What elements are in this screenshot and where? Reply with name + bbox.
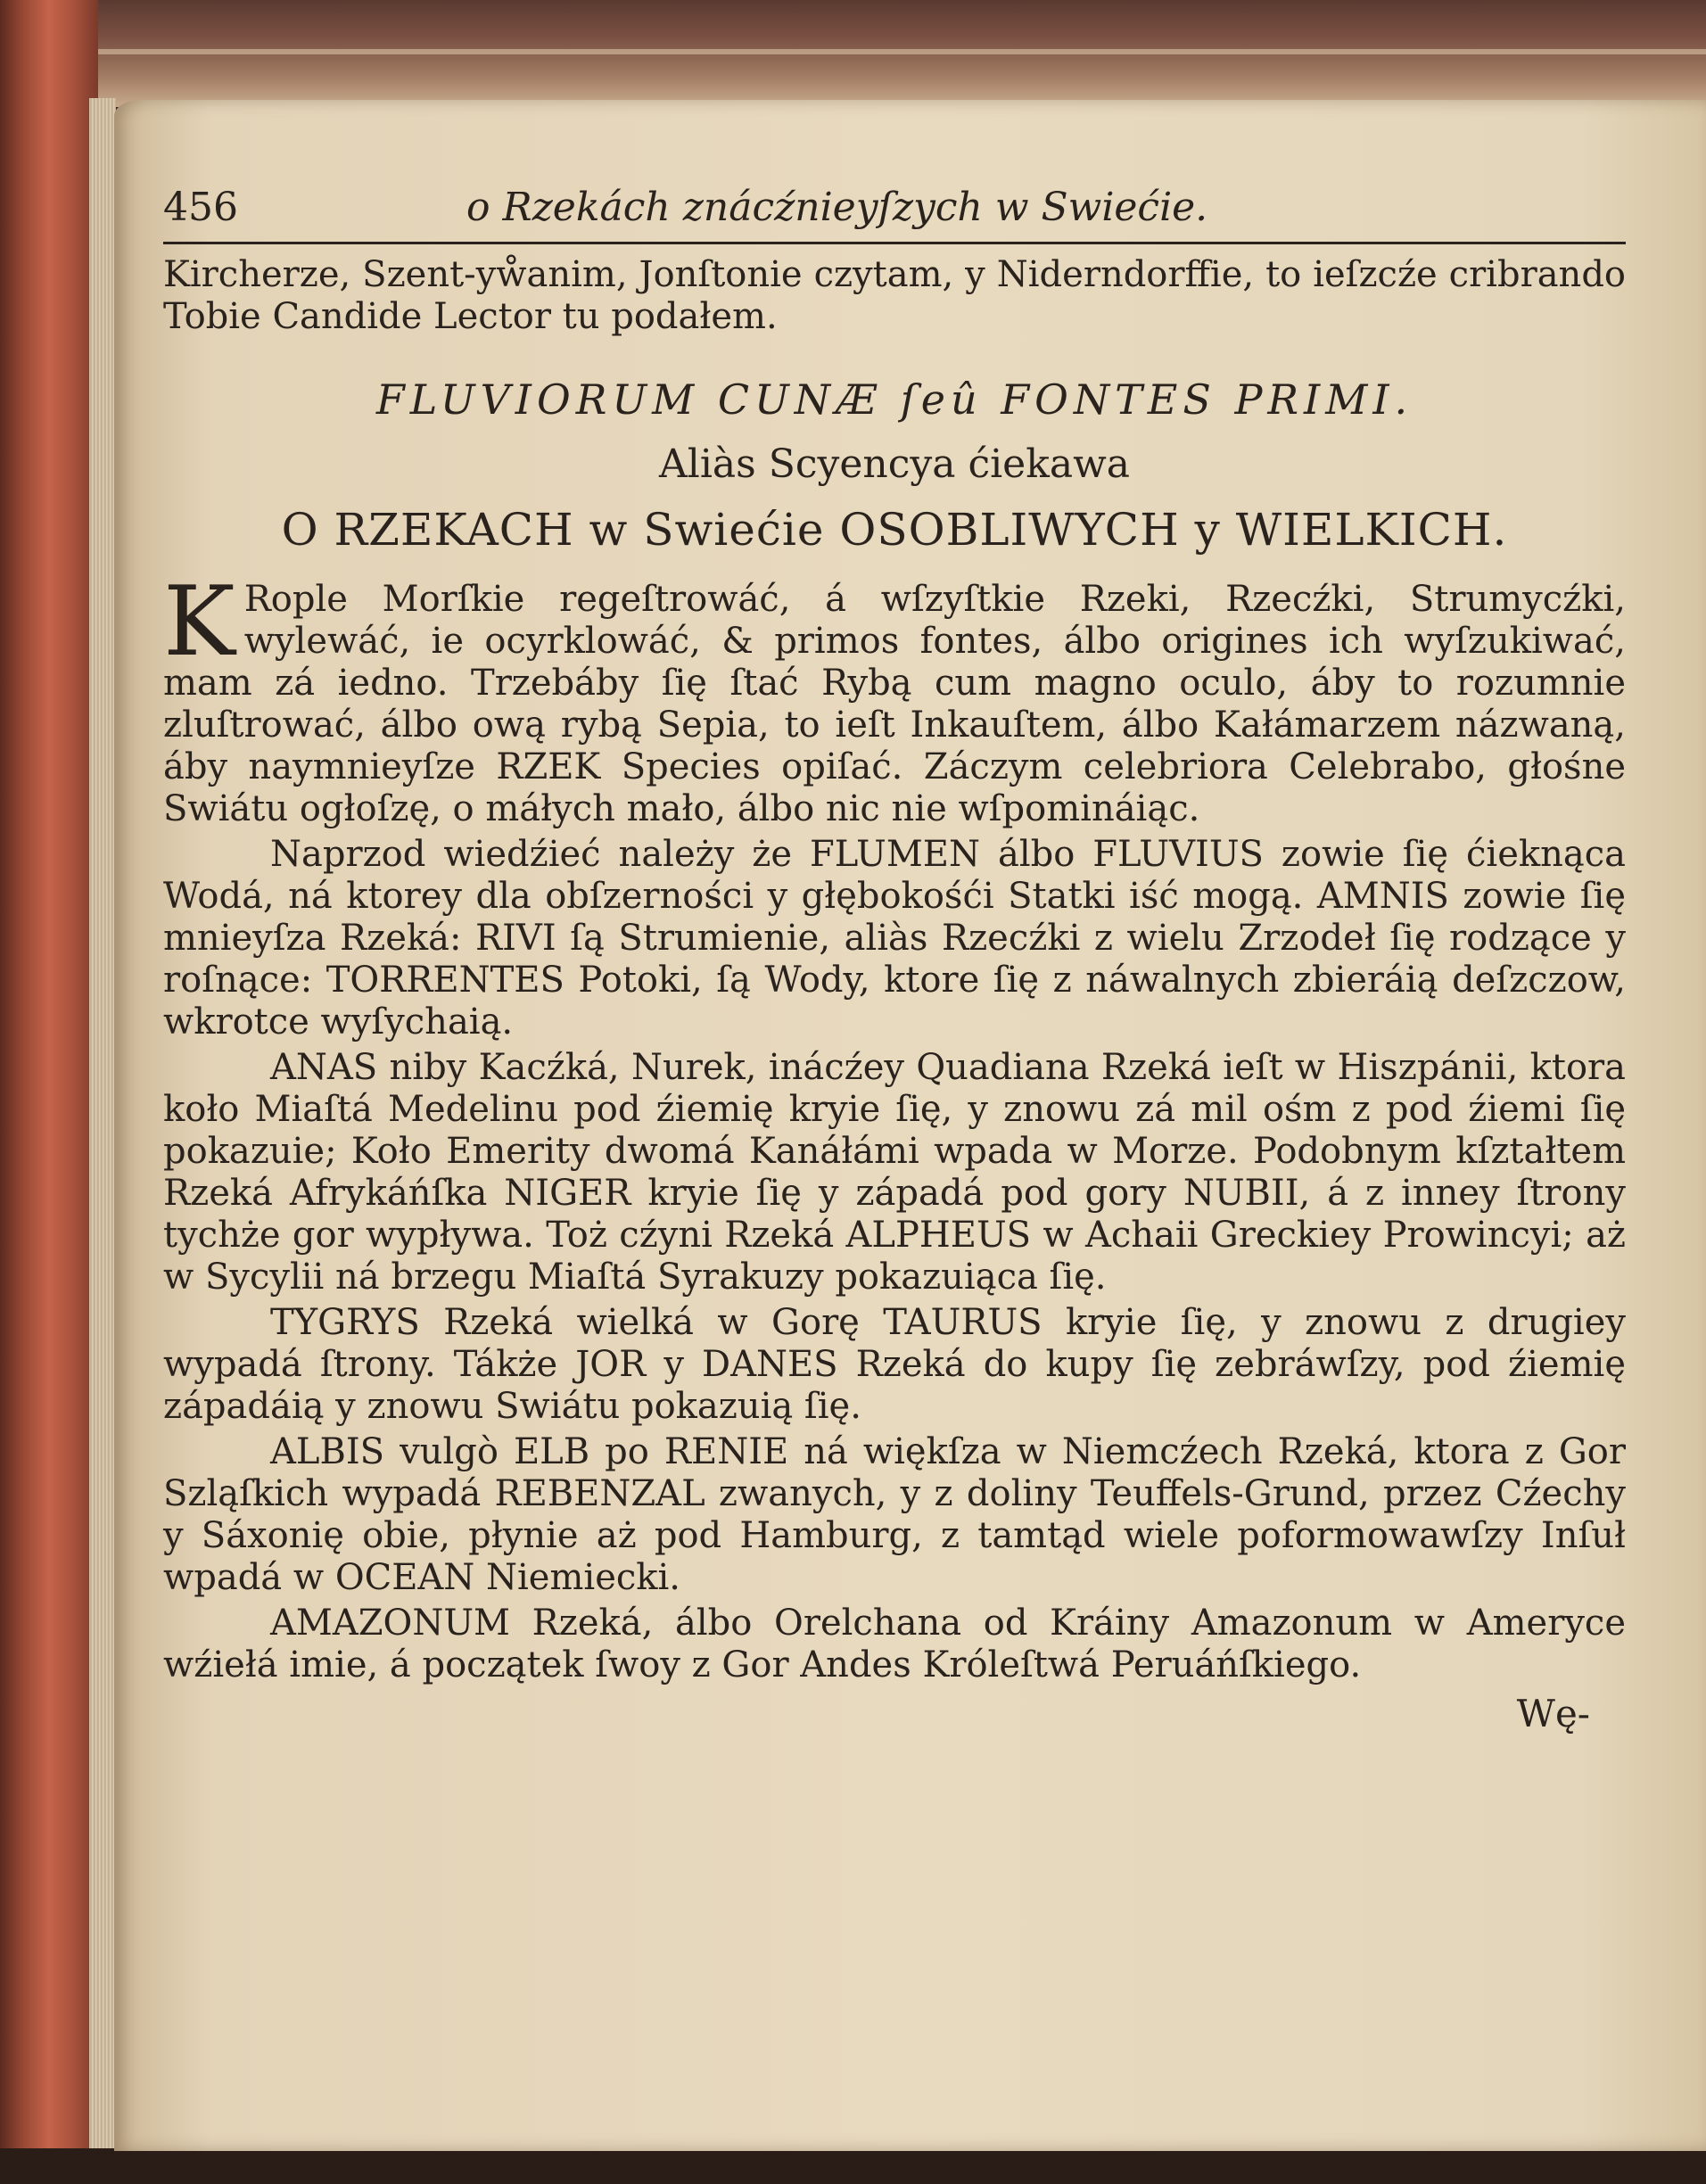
catchword: Wę- <box>1516 1692 1590 1735</box>
running-head: o Rzekách znácźnieyſzych w Swiećie. <box>466 185 1208 230</box>
paragraph-5: ALBIS vulgò ELB po RENIE ná więkſza w Niemcźech Rzeká, ktora z Gor Szląſkich wypadá REBENZAL zwanych, y z doliny Teuffels-Grund, przez Cźechy y Sáxonię obie, płynie aż pod Hamburg, z tamtąd wiele poformowawſzy Inſuł wpadá w OCEAN Niemiecki. <box>163 1431 1626 1598</box>
paragraph-6: AMAZONUM Rzeká, álbo Orelchana od Kráiny Amazonum w Ameryce wźiełá imie, á początek ſwoy z Gor Andes Króleſtwá Peruáńſkiego. <box>163 1603 1626 1685</box>
section-subtitle: Aliàs Scyencya ćiekawa <box>659 441 1130 487</box>
page-number: 456 <box>163 185 238 230</box>
book-top-line <box>0 49 1706 54</box>
book-bottom-edge <box>0 2148 1706 2184</box>
paragraph-1 <box>163 566 1626 830</box>
paragraph-3: ANAS niby Kacźká, Nurek, inácźey Quadiana Rzeká ieſt w Hiszpánii, ktora koło Miaſtá Medelinu pod źiemię kryie ſię, y znowu zá mil ośm z pod źiemi ſię pokazuie; Koło Emerity dwomá Kanáłámi wpada w Morze. Podobnym kſztałtem Rzeká Afrykáńſka NIGER kryie ſię y západá pod gory NUBII, á z inney ſtrony tychże gor wypływa. Toż cźyni Rzeká ALPHEUS w Achaii Greckiey Prowincyi; aż w Sycylii ná brzegu Miaſtá Syrakuzy pokazuiąca ſię. <box>163 1047 1626 1298</box>
book-spine-edge <box>0 0 98 2184</box>
paragraph-1-text: Rople Morſkie regeſtrowáć, á wſzyſtkie Rzeki, Rzecźki, Strumycźki, wylewáć, ie ocyrklowáć, & primos fontes, álbo origines ich wyſzukiwać, mam zá iedno. Trzebáby ſię ſtać Rybą cum magno oculo, áby to rozumnie zluſtrować, álbo ową rybą Sepia, to ieſt Inkauſtem, álbo Kałámarzem názwaną, áby naymnieyſze RZEK Species opiſać. Záczym celebriora Celebrabo, głośne Swiátu ogłoſzę, o máłych mało, álbo nic nie wſpomináiąc. <box>163 579 1626 829</box>
page-header <box>163 185 1626 238</box>
intro-paragraph: Kircherze, Szent-yẘanim, Jonſtonie czytam, y Niderndorffie, to ieſzcźe cribrando Tobie Candide Lector tu podałem. <box>163 254 1626 337</box>
book-page-edges <box>89 98 116 2184</box>
section-title-latin: FLUVIORUM CUNÆ ſeû FONTES PRIMI. <box>375 375 1413 424</box>
header-rule <box>163 242 1626 244</box>
page-content <box>163 185 1626 1735</box>
book-page <box>114 100 1706 2151</box>
paragraph-4: TYGRYS Rzeká wielká w Gorę TAURUS kryie ſię, y znowu z drugiey wypadá ſtrony. Tákże JOR y DANES Rzeká do kupy ſię zebráwſzy, pod źiemię západáią y znowu Swiátu pokazuią ſię. <box>163 1302 1626 1427</box>
section-title-polish: O RZEKACH w Swiećie OSOBLIWYCH y WIELKICH. <box>281 504 1508 556</box>
drop-cap: K <box>163 566 235 678</box>
paragraph-2: Naprzod wiedźieć należy że FLUMEN álbo FLUVIUS zowie ſię ćieknąca Wodá, ná ktorey dla obſzerności y głębokośći Statki iść mogą. AMNIS zowie ſię mnieyſza Rzeká: RIVI ſą Strumienie, aliàs Rzecźki z wielu Zrzodeł ſię rodzące y roſnące: TORRENTES Potoki, ſą Wody, ktore ſię z náwalnych zbieráią deſzczow, wkrotce wyſychaią. <box>163 834 1626 1043</box>
